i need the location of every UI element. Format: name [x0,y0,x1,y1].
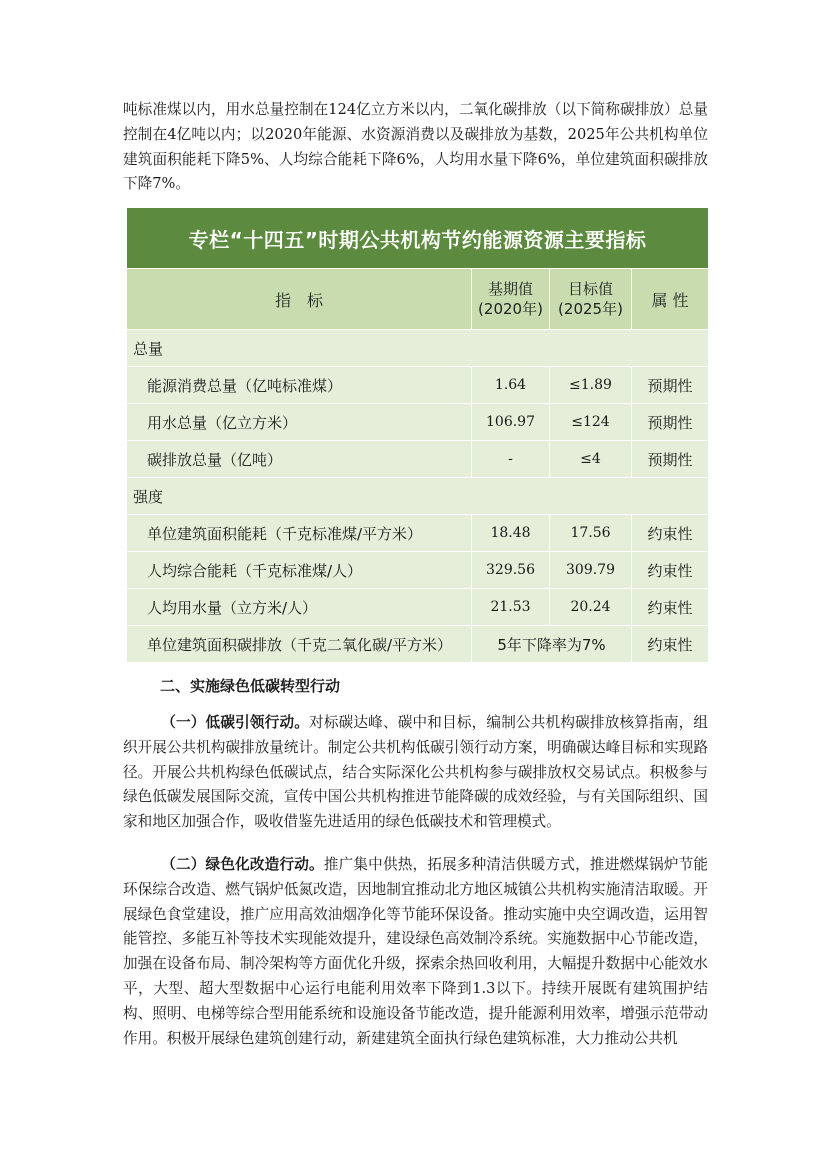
row-name: 碳排放总量（亿吨） [127,441,472,478]
row-attr: 预期性 [632,404,709,441]
row-name: 能源消费总量（亿吨标准煤） [127,367,472,404]
section-heading: 二、实施绿色低碳转型行动 [160,677,341,695]
row-base: 106.97 [472,404,550,441]
body-paragraph [123,711,708,835]
table-row [127,441,709,478]
row-base: - [472,441,550,478]
row-name: 用水总量（亿立方米） [127,404,472,441]
table-row [127,367,709,404]
section-title: 总量 [127,330,709,367]
header-base-year: (2020年) [478,300,543,318]
row-attr: 约束性 [632,552,709,589]
row-attr: 约束性 [632,589,709,626]
indicator-table [126,207,709,663]
intro-paragraph: 吨标准煤以内，用水总量控制在124亿立方米以内，二氧化碳排放（以下简称碳排放）总量控制在4亿吨以内；以2020年能源、水资源消费以及碳排放为基数，2025年公共机构单位建筑面积能耗下降5%、人均综合能耗下降6%，人均用水量下降6%，单位建筑面积碳排放下降7%。 [123,101,708,193]
section-row-intensity [127,478,709,515]
table-row [127,626,709,663]
row-base: 21.53 [472,589,550,626]
row-name: 人均综合能耗（千克标准煤/人） [127,552,472,589]
table-row [127,404,709,441]
table-caption: 专栏“十四五”时期公共机构节约能源资源主要指标 [127,208,709,269]
row-name: 单位建筑面积碳排放（千克二氧化碳/平方米） [127,626,472,663]
header-base [472,269,550,330]
paragraph-lead: （二）绿色化改造行动。 [161,856,324,873]
row-attr: 约束性 [632,626,709,663]
paragraph-body: 对标碳达峰、碳中和目标，编制公共机构碳排放核算指南，组织开展公共机构碳排放量统计。制定公共机构低碳引领行动方案，明确碳达峰目标和实现路径。开展公共机构绿色低碳试点，结合实际深化公共机构参与碳排放权交易试点。积极参与绿色低碳发展国际交流，宣传中国公共机构推进节能降碳的成效经验，与有关国际组织、国家和地区加强合作，吸收借鉴先进适用的绿色低碳技术和管理模式。 [123,714,708,831]
section-title: 强度 [127,478,709,515]
row-target: ≤124 [550,404,632,441]
header-target [550,269,632,330]
header-target-year: (2025年) [558,300,623,318]
header-attribute: 属 性 [632,269,709,330]
paragraph-lead: （一）低碳引领行动。 [161,714,310,731]
row-base: 329.56 [472,552,550,589]
table-header-row [127,269,709,330]
row-attr: 约束性 [632,515,709,552]
row-target: ≤4 [550,441,632,478]
row-attr: 预期性 [632,367,709,404]
header-target-label: 目标值 [567,280,613,298]
row-name: 单位建筑面积能耗（千克标准煤/平方米） [127,515,472,552]
row-target: 309.79 [550,552,632,589]
row-base: 18.48 [472,515,550,552]
row-target: 20.24 [550,589,632,626]
section-row-total [127,330,709,367]
body-paragraph [123,853,708,1051]
row-attr: 预期性 [632,441,709,478]
paragraph-body: 推广集中供热，拓展多种清洁供暖方式，推进燃煤锅炉节能环保综合改造、燃气锅炉低氮改造，因地制宜推动北方地区城镇公共机构实施清洁取暖。开展绿色食堂建设，推广应用高效油烟净化等节能环保设备。推动实施中央空调改造，运用智能管控、多能互补等技术实现能效提升，建设绿色高效制冷系统。实施数据中心节能改造，加强在设备布局、制冷架构等方面优化升级，探索余热回收利用，大幅提升数据中心能效水平，大型、超大型数据中心运行电能利用效率下降到1.3以下。持续开展既有建筑围护结构、照明、电梯等综合型用能系统和设施设备节能改造，提升能源利用效率，增强示范带动作用。积极开展绿色建筑创建行动，新建建筑全面执行绿色建筑标准，大力推动公共机 [123,856,708,1047]
row-base: 1.64 [472,367,550,404]
table-row [127,515,709,552]
table-row [127,589,709,626]
row-target: ≤1.89 [550,367,632,404]
row-name: 人均用水量（立方米/人） [127,589,472,626]
header-base-label: 基期值 [487,280,533,298]
table-row [127,552,709,589]
header-indicator: 指 标 [127,269,472,330]
row-merged-value: 5年下降率为7% [472,626,632,663]
row-target: 17.56 [550,515,632,552]
